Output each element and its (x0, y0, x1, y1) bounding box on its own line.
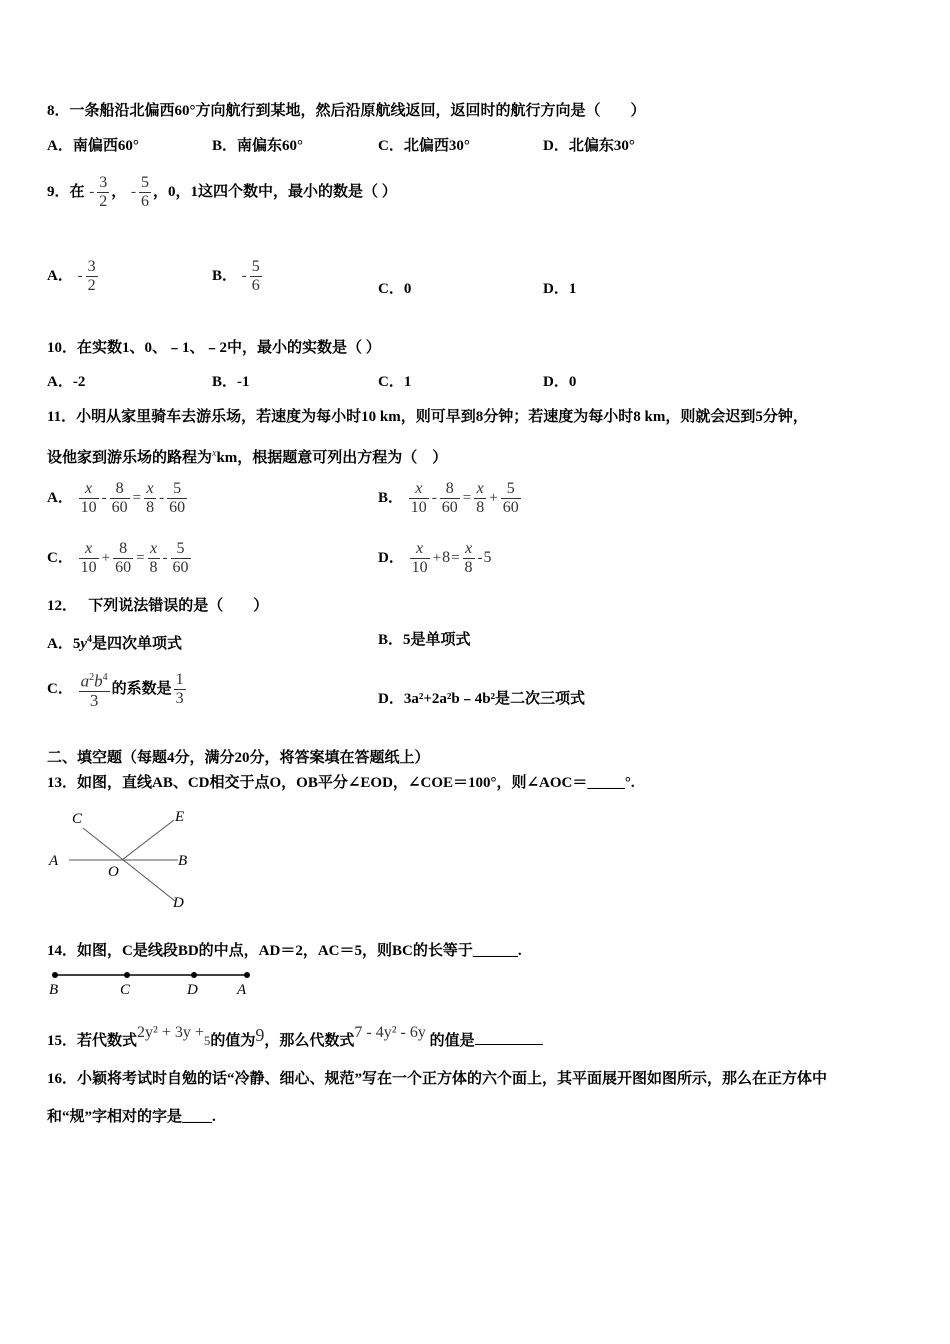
svg-text:A: A (237, 982, 247, 998)
question-14: 14．如图，C是线段BD的中点，AD＝2，AC＝5，则BC的长等于______. (47, 943, 522, 959)
q11-option-a: A． $\frac{x}{10}$ - $\frac{8}{60}$ = $\frac{x}{8}$ - $\frac{5}{60}$ (47, 480, 186, 517)
q9-option-c: C．0 (378, 281, 412, 297)
q9-option-a: A． - $\frac{3}{2}$ (47, 258, 96, 295)
question-16-line1: 16．小颖将考试时自勉的话“冷静、细心、规范”写在一个正方体的六个面上，其平面展开图如图所示，那么在正方体中 (47, 1071, 828, 1087)
question-11-line1: 11．小明从家里骑车去游乐场，若速度为每小时10 km，则可早到8分钟；若速度为每小时8 km，则就会迟到5分钟， (47, 409, 808, 425)
q9-fraction-2: $\frac{5}{6}$ (141, 174, 150, 211)
q12-option-b: B．5是单项式 (378, 632, 471, 648)
question-11-line2: 设他家到游乐场的路程为$^x$km，根据题意可列出方程为（ ） (47, 448, 448, 466)
section-2-heading: 二、填空题（每题4分，满分20分，将答案填在答题纸上） (47, 750, 430, 766)
q10-option-a: A．-2 (47, 374, 86, 390)
svg-text:A: A (49, 853, 59, 869)
q9-option-b: B． - $\frac{5}{6}$ (212, 258, 260, 295)
q9-fraction-1: $\frac{3}{2}$ (99, 174, 108, 211)
q11-option-d: D． $\frac{x}{10}$ +8= $\frac{x}{8}$ -5 (378, 540, 492, 577)
question-16-line2: 和“规”字相对的字是____. (47, 1109, 216, 1125)
q9-prefix: 9．在 (47, 184, 85, 200)
q9-sep: ， (111, 184, 127, 200)
q15-answer-blank (475, 1030, 543, 1045)
svg-text:C: C (120, 982, 131, 998)
q12-option-c: C． $\frac{a^2b^4}{3}$ 的系数是 $\frac{1}{3}$ (47, 671, 184, 710)
q12-option-a: A．$5y^4$是四次单项式 (47, 634, 183, 652)
q10-option-b: B．-1 (212, 374, 250, 390)
q8-option-b: B．南偏东60° (212, 138, 304, 154)
svg-text:E: E (175, 809, 185, 825)
q9-option-d: D．1 (543, 281, 577, 297)
svg-text:O: O (108, 864, 119, 880)
question-13: 13．如图，直线AB、CD相交于点O，OB平分∠EOD，∠COE＝100°，则∠AOC＝_____°. (47, 775, 635, 791)
q9-sign1: - (89, 184, 95, 200)
q11-option-c: C． $\frac{x}{10}$ + $\frac{8}{60}$ = $\frac{x}{8}$ - $\frac{5}{60}$ (47, 540, 189, 577)
q12-option-d: D．3a²+2a²b﹣4b²是二次三项式 (378, 691, 586, 707)
q9-suffix: ，0，1这四个数中，最小的数是（ ） (153, 184, 397, 200)
q11-option-b: B． $\frac{x}{10}$ - $\frac{8}{60}$ = $\frac{x}{8}$ + $\frac{5}{60}$ (378, 480, 519, 517)
svg-text:D: D (187, 982, 198, 998)
q14-line-segment-figure (40, 966, 260, 998)
question-12: 12． 下列说法错误的是（ ） (47, 598, 269, 614)
question-8: 8．一条船沿北偏西60°方向航行到某地，然后沿原航线返回，返回时的航行方向是（ ） (47, 103, 646, 119)
q15-expression-2: 7 - 4y² - 6y (354, 1024, 426, 1041)
q9-sign2: - (131, 184, 137, 200)
q8-option-a: A．南偏西60° (47, 138, 139, 154)
question-10: 10．在实数1、0、﹣1、﹣2中，最小的实数是（ ） (47, 340, 381, 356)
q8-option-d: D．北偏东30° (543, 138, 635, 154)
q10-option-d: D．0 (543, 374, 577, 390)
q15-expression-1: 2y² + 3y + (137, 1024, 204, 1041)
question-9 (47, 172, 397, 212)
svg-text:D: D (173, 895, 184, 911)
q13-intersecting-lines-figure (40, 800, 240, 915)
q10-option-c: C．1 (378, 374, 412, 390)
svg-text:C: C (72, 811, 83, 827)
q8-option-c: C．北偏西30° (378, 138, 470, 154)
svg-text:B: B (49, 982, 59, 998)
question-15: 15．若代数式2y² + 3y +5的值为9，那么代数式7 - 4y² - 6y 的值是 (47, 1020, 543, 1054)
svg-text:B: B (178, 853, 188, 869)
